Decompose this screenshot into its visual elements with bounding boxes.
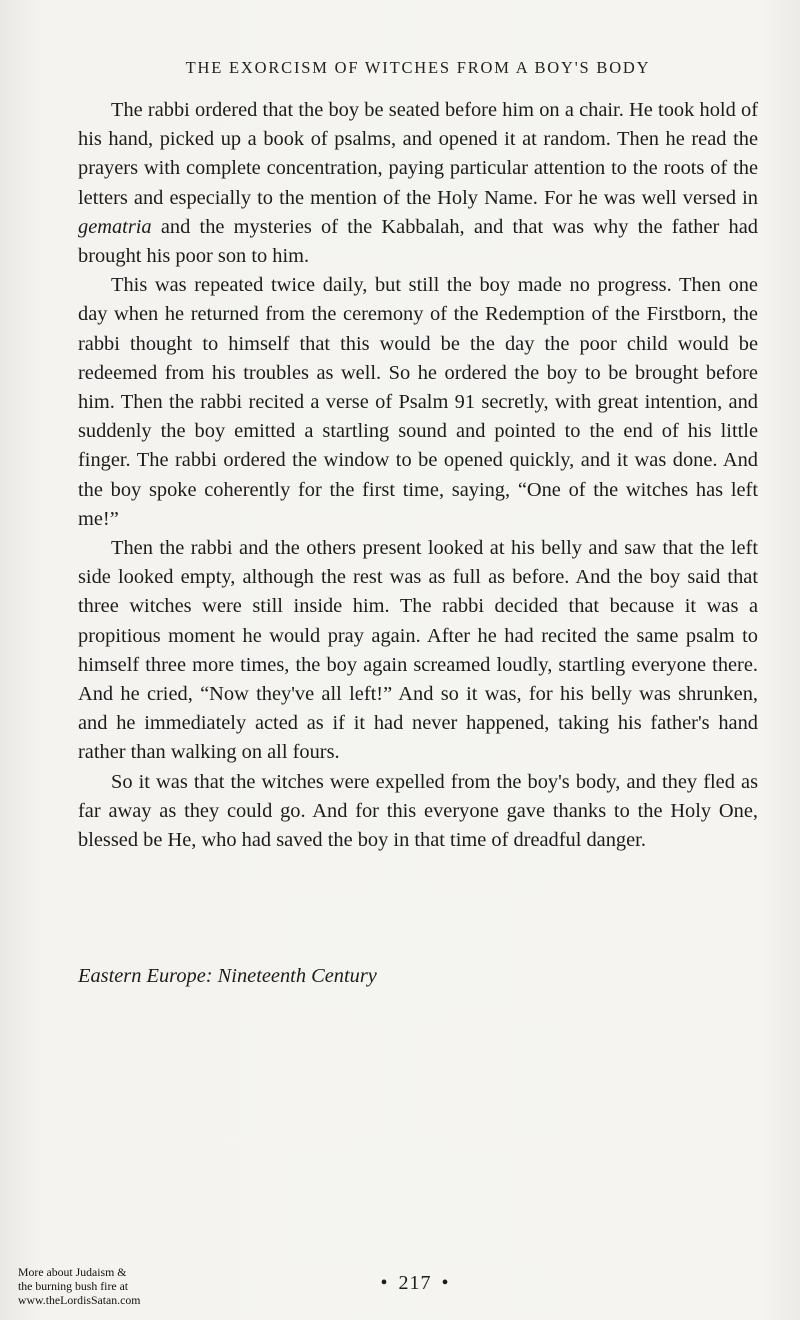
paragraph-1 (78, 96, 758, 271)
paragraph-3: Then the rabbi and the others present looked at his belly and saw that the left side looked empty, although the rest was as full as before. And the boy said that three witches were still inside him. The rabbi decided that because it was a propitious moment he would pray again. After he had recited the same psalm to himself three more times, the boy again screamed loudly, startling everyone there. And he cried, “Now they've all left!” And so it was, for his belly was shrunken, and he immediately acted as if it had never happened, taking his father's hand rather than walking on all fours. (78, 537, 758, 764)
page-number: 217 (398, 1272, 432, 1294)
credit-line-2: the burning bush fire at (18, 1278, 129, 1293)
story-origin: Eastern Europe: Nineteenth Century (78, 965, 377, 987)
paragraph-1-text-b: and the mysteries of the Kabbalah, and that was why the father had brought his poor son to him. (78, 215, 758, 268)
credit-link[interactable]: www.theLordisSatan.com (18, 1292, 141, 1307)
site-credit (18, 1266, 188, 1307)
story-body (78, 96, 758, 855)
gematria-term: gematria (78, 215, 152, 238)
paragraph-1-text-a: The rabbi ordered that the boy be seated before him on a chair. He took hold of his hand, picked up a book of psalms, and opened it at random. Then he read the prayers with complete concentration, paying particular attention to the roots of the letters and especially to the mention of the Holy Name. For he was well versed in (78, 99, 758, 209)
folio-bullet-left: • (380, 1272, 389, 1294)
paragraph-2: This was repeated twice daily, but still the boy made no progress. Then one day when he returned from the ceremony of the Redemption of the Firstborn, the rabbi thought to himself that this would be the day the poor child would be redeemed from his troubles as well. So he ordered the boy to be brought before him. Then the rabbi recited a verse of Psalm 91 secretly, with great intention, and suddenly the boy emitted a startling sound and pointed to the end of his little finger. The rabbi ordered the window to be opened quickly, and it was done. And the boy spoke coherently for the first time, saying, “One of the witches has left me!” (78, 274, 758, 530)
paragraph-4: So it was that the witches were expelled from the boy's body, and they fled as far away as they could go. And for this everyone gave thanks to the Holy One, blessed be He, who had saved the boy in that time of dreadful danger. (78, 770, 758, 852)
credit-line-1: More about Judaism & (18, 1265, 127, 1279)
running-head: THE EXORCISM OF WITCHES FROM A BOY'S BODY (185, 58, 651, 77)
folio-bullet-right: • (441, 1272, 450, 1294)
page-number-folio (360, 1272, 470, 1295)
